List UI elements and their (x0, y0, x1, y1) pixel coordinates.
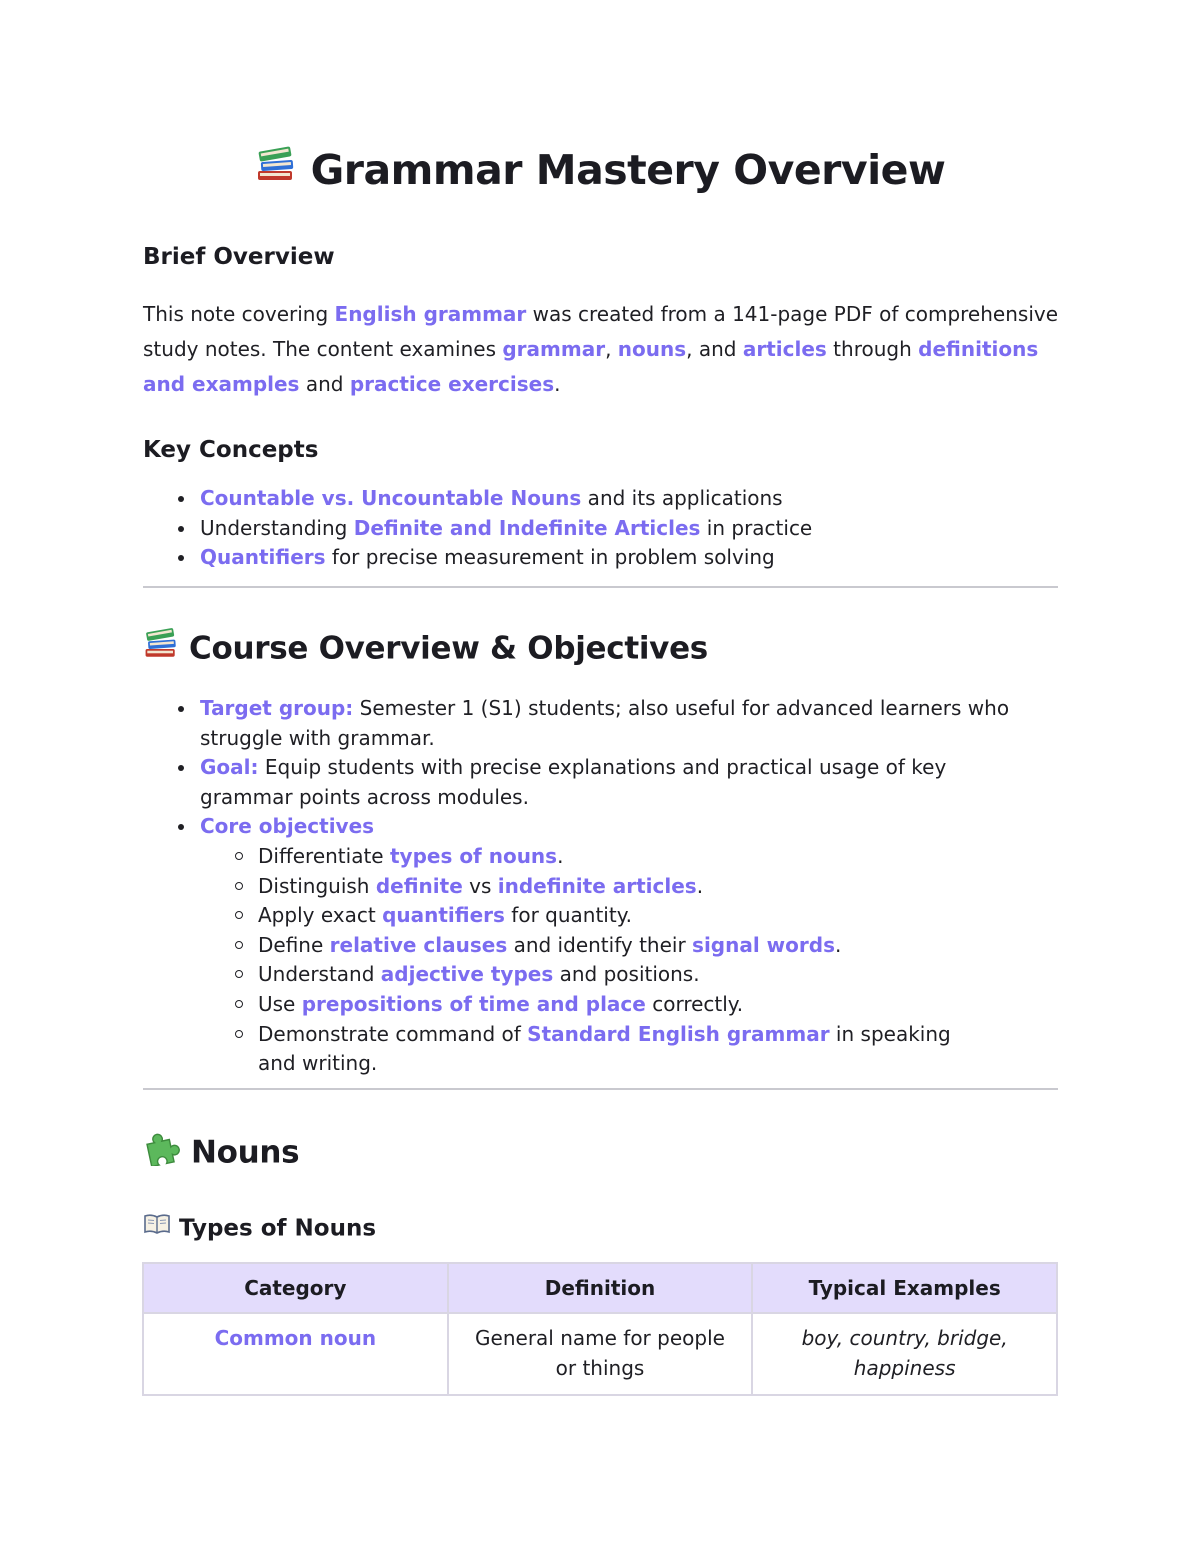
key-concepts-list (143, 484, 1023, 573)
list-item: Distinguish definite vs indefinite articles. (200, 872, 1023, 902)
list-item: Understand adjective types and positions. (200, 960, 1023, 990)
section-divider (143, 586, 1058, 588)
section-divider (143, 1088, 1058, 1090)
list-item: Apply exact quantifiers for quantity. (200, 901, 1023, 931)
table-row (143, 1313, 1057, 1395)
list-item: Demonstrate command of Standard English grammar in speaking and writing. (200, 1020, 958, 1079)
core-objectives-sublist (200, 842, 1023, 1079)
cell-definition: General name for people or things (448, 1313, 753, 1395)
course-overview-heading: Course Overview & Objectives (143, 628, 708, 672)
cell-category: Common noun (143, 1313, 448, 1395)
highlight-term: definitions and examples (143, 337, 1039, 396)
list-item: Quantifiers for precise measurement in problem solving (143, 543, 1023, 573)
key-concepts-heading: Key Concepts (143, 437, 319, 463)
list-item: Understanding Definite and Indefinite Articles in practice (143, 514, 1023, 544)
open-book-icon (143, 1212, 171, 1242)
highlight-term: grammar (502, 337, 606, 361)
list-item: Differentiate types of nouns. (200, 842, 1023, 872)
puzzle-piece-icon (143, 1128, 181, 1174)
list-item-core-objectives: Core objectives Differentiate types of nouns. Distinguish definite vs indefinite articles. Apply exact quantifiers for quantity. Define relative clauses and identify their signal words. Understand adjective types and positions. Use prepositions of time and place correctly. Demonstrate command of Standard English grammar in speaking and writing. (143, 812, 1023, 1078)
page-title (0, 146, 1200, 199)
books-icon (255, 143, 297, 195)
types-of-nouns-heading: Types of Nouns (143, 1214, 376, 1244)
brief-overview-heading: Brief Overview (143, 244, 335, 270)
highlight-term: English grammar (334, 302, 527, 326)
course-objectives-list (143, 694, 1023, 1079)
books-icon (143, 625, 179, 669)
cell-examples: boy, country, bridge, happiness (752, 1313, 1057, 1395)
column-header-definition: Definition (448, 1263, 753, 1313)
nouns-heading: Nouns (143, 1131, 299, 1177)
list-item-goal: Goal: Equip students with precise explanations and practical usage of key grammar points across modules. (143, 753, 1023, 812)
column-header-examples: Typical Examples (752, 1263, 1057, 1313)
highlight-term: nouns (617, 337, 687, 361)
list-item: Use prepositions of time and place correctly. (200, 990, 1023, 1020)
list-item: Define relative clauses and identify their signal words. (200, 931, 1023, 961)
table-header-row (143, 1263, 1057, 1313)
column-header-category: Category (143, 1263, 448, 1313)
brief-overview-paragraph: This note covering English grammar was created from a 141-page PDF of comprehensive study notes. The content examines grammar, nouns, and articles through definitions and examples and practice exercises. (143, 302, 1059, 396)
highlight-term: practice exercises (349, 372, 555, 396)
highlight-term: articles (742, 337, 827, 361)
list-item-target-group: Target group: Semester 1 (S1) students; also useful for advanced learners who struggle with grammar. (143, 694, 1023, 753)
page-title-text: Grammar Mastery Overview (310, 146, 946, 194)
types-of-nouns-table (142, 1262, 1058, 1396)
list-item: Countable vs. Uncountable Nouns and its applications (143, 484, 1023, 514)
